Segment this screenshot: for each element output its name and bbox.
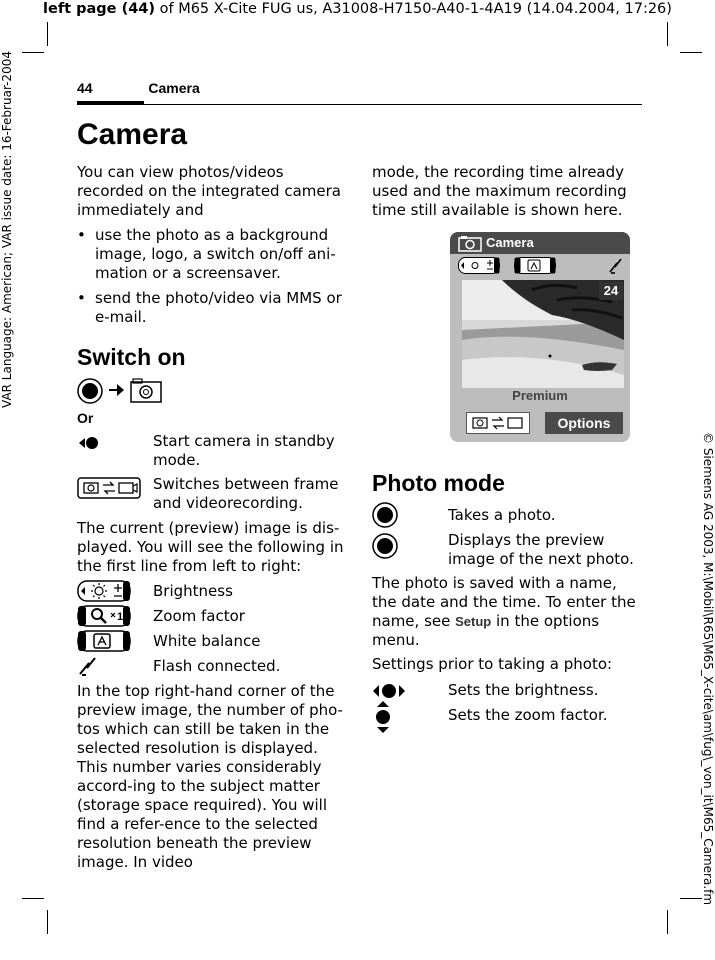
svg-text:1: 1 bbox=[117, 611, 124, 623]
corner-text: In the top right-hand corner of the preview image, the number of pho-tos which can still be taken in the selected resolution is displayed. This number varies considerably accord-ing to the subject matter (storage space required). You will find a refer-ence to the selected resolution beneath the preview image. In video bbox=[77, 682, 343, 871]
intro-block bbox=[77, 163, 349, 327]
header-rule bbox=[77, 104, 642, 105]
intro-text: You can view photos/videos recorded on the integrated camera immediately and bbox=[77, 163, 341, 219]
switch-on-item-text: Start camera in standby mode. bbox=[153, 432, 335, 469]
white-balance-icon bbox=[514, 257, 556, 278]
switch-on-item-text: Switches between frame and videorecording. bbox=[153, 475, 339, 512]
crop-mark bbox=[47, 22, 48, 46]
bullet-item: • use the photo as a background image, logo, a switch on/off ani-mation or a screensaver. bbox=[77, 226, 349, 283]
saved-text-after: in the options menu. bbox=[372, 612, 600, 649]
settings-item-text: Sets the brightness. bbox=[448, 681, 599, 699]
flash-icon bbox=[77, 655, 99, 681]
running-head bbox=[77, 80, 200, 96]
line-item-text: Flash connected. bbox=[153, 657, 281, 675]
settings-intro: Settings prior to taking a photo: bbox=[372, 655, 613, 673]
crop-mark bbox=[22, 52, 44, 53]
switch-on-heading: Switch on bbox=[77, 344, 186, 370]
print-header-rest: of M65 X-Cite FUG us, A31008-H7150-A40-1-4A19 (14.04.2004, 17:26) bbox=[155, 1, 672, 17]
center-key-icon bbox=[372, 533, 398, 563]
right-top-text: mode, the recording time already used and the maximum recording time still available is shown here. bbox=[372, 163, 627, 219]
print-header bbox=[0, 0, 715, 18]
white-balance-icon bbox=[77, 630, 131, 656]
line-item-text: White balance bbox=[153, 632, 261, 650]
photo-counter: 24 bbox=[603, 283, 619, 298]
brightness-icon bbox=[77, 580, 131, 606]
softkey-left-toggle[interactable] bbox=[466, 412, 530, 434]
crop-mark bbox=[47, 910, 48, 934]
side-text-left: VAR Language: American; VAR issue date: 16-Februar-2004 bbox=[0, 51, 14, 408]
nav-left-icon bbox=[77, 434, 99, 456]
camera-icon bbox=[130, 377, 162, 407]
crop-mark bbox=[680, 898, 702, 899]
flash-icon bbox=[608, 257, 624, 278]
zoom-icon bbox=[77, 605, 131, 631]
running-head-page-number: 44 bbox=[77, 80, 93, 96]
line-item-text: Brightness bbox=[153, 582, 233, 600]
nav-up-down-icon bbox=[374, 700, 392, 738]
camera-icon bbox=[458, 235, 482, 256]
crop-mark bbox=[680, 52, 702, 53]
running-head-section: Camera bbox=[148, 80, 200, 96]
or-label: Or bbox=[77, 410, 94, 426]
saved-text bbox=[372, 574, 637, 650]
phone-screen bbox=[450, 232, 630, 442]
crop-mark bbox=[667, 910, 668, 934]
settings-item-text: Sets the zoom factor. bbox=[448, 706, 608, 724]
photo-mode-item-text: Takes a photo. bbox=[448, 506, 556, 524]
print-header-bold: left page (44) bbox=[43, 1, 155, 17]
photo-mode-item-text: Displays the preview image of the next photo. bbox=[448, 531, 634, 568]
options-softkey[interactable]: Options bbox=[545, 412, 623, 434]
header-rule-thick bbox=[77, 101, 144, 105]
page-title: Camera bbox=[77, 118, 188, 151]
photo-mode-heading: Photo mode bbox=[372, 470, 505, 496]
setup-link: Setup bbox=[455, 614, 492, 629]
arrow-right-icon bbox=[108, 380, 126, 404]
resolution-label: Premium bbox=[512, 388, 568, 403]
brightness-icon bbox=[458, 257, 500, 278]
center-key-icon bbox=[77, 378, 103, 408]
camera-video-toggle-icon bbox=[77, 477, 141, 503]
saved-text-before: The photo is saved with a name, the date and the time. To enter the name, see bbox=[372, 574, 636, 630]
crop-mark bbox=[22, 898, 44, 899]
center-key-icon bbox=[372, 502, 398, 532]
line-item-text: Zoom factor bbox=[153, 607, 245, 625]
bullet-item: • send the photo/video via MMS or e-mail. bbox=[77, 289, 349, 327]
phone-title: Camera bbox=[486, 235, 534, 250]
preview-text: The current (preview) image is dis-played. You will see the following in the first line from left to right: bbox=[77, 519, 344, 575]
side-text-right: © Siemens AG 2003, M:\Mobil\R65\M65_X-cite\am\fug\_von_it\M65_Camera.fm bbox=[701, 432, 715, 906]
crop-mark bbox=[667, 22, 668, 46]
